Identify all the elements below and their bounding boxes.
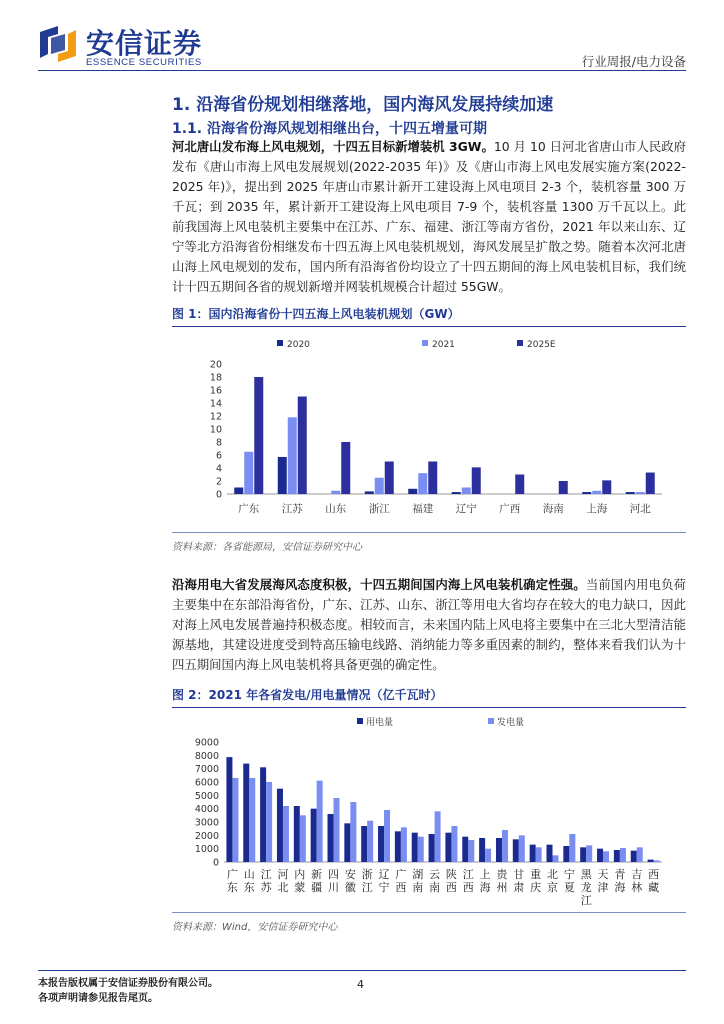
x-tick-label-江苏: 江苏 <box>281 503 303 515</box>
x-tick-label-宁夏: 宁夏 <box>563 868 575 894</box>
bar-发电量-西藏 <box>654 860 660 862</box>
x-tick-label-河北: 河北 <box>277 868 289 894</box>
bar-发电量-内蒙 <box>300 815 306 862</box>
y-tick-label: 4000 <box>194 804 219 816</box>
bar-2025E-福建 <box>428 462 437 495</box>
bar-2020-福建 <box>408 489 417 494</box>
x-tick-label-河北: 河北 <box>629 503 651 515</box>
brand-logo-icon <box>38 24 78 64</box>
x-tick-label-湖南: 湖南 <box>412 868 424 894</box>
bar-用电量-山东 <box>243 764 249 862</box>
x-tick-label-浙江: 浙江 <box>361 868 373 894</box>
bar-2025E-上海 <box>602 480 611 494</box>
bar-发电量-江西 <box>468 840 474 862</box>
header-divider <box>38 70 686 71</box>
bar-用电量-重庆 <box>530 845 536 862</box>
legend-swatch-2021 <box>422 340 428 346</box>
y-tick-label: 5000 <box>194 790 219 802</box>
y-tick-label: 6 <box>215 450 222 462</box>
x-tick-label-四川: 四川 <box>328 868 339 894</box>
bar-2021-浙江 <box>375 478 384 494</box>
bar-2021-广东 <box>244 452 253 494</box>
y-tick-label: 0 <box>212 857 219 869</box>
bar-用电量-上海 <box>479 838 485 862</box>
bar-用电量-新疆 <box>311 809 317 862</box>
x-tick-label-江西: 江西 <box>462 868 474 894</box>
x-tick-label-新疆: 新疆 <box>311 868 323 894</box>
bar-发电量-北京 <box>553 855 559 862</box>
figure-2-source: 资料来源：Wind，安信证券研究中心 <box>172 912 686 933</box>
bar-发电量-青海 <box>620 848 626 862</box>
paragraph-1-body: 10 月 10 日河北省唐山市人民政府发布《唐山市海上风电发展规划(2022-2035 年)》及《唐山市海上风电发展实施方案(2022-2025 年)》，提出到 2025 年唐山市累计新开工建设海上风电项目 2-3 个，装机容量 300 万千瓦；到 2035 年，累计新开工建设海上风电项目 7-9 个，装机容量 1300 万千瓦以上。此前我国海上风电装机主要集中在江苏、广东、福建、浙江等南方省份，2021 年以来山东、辽宁等北方沿海省份相继发布十四五海上风电装机规划，海风发展呈扩散之势。随着本次河北唐山海上风电规划的发布，国内所有沿海省份均设立了十四五期间的海上风电装机目标，我们统计十四五期间各省的规划新增并网装机规模合计超过 55GW。 <box>172 139 686 294</box>
x-tick-label-天津: 天津 <box>597 868 609 894</box>
bar-用电量-河北 <box>277 789 283 862</box>
report-type: 行业周报/电力设备 <box>581 54 686 69</box>
bar-2020-辽宁 <box>452 492 461 494</box>
bar-发电量-辽宁 <box>384 810 390 862</box>
bar-2025E-辽宁 <box>472 467 481 494</box>
x-tick-label-北京: 北京 <box>547 868 558 894</box>
bar-2021-河北 <box>636 492 645 494</box>
bar-用电量-天津 <box>597 849 603 862</box>
bar-2025E-浙江 <box>385 462 394 495</box>
bar-用电量-江苏 <box>260 767 266 862</box>
bar-用电量-宁夏 <box>563 846 569 862</box>
bar-2025E-江苏 <box>298 397 307 495</box>
section-heading: 1. 沿海省份规划相继落地，国内海风发展持续加速 <box>172 95 554 115</box>
paragraph-1-lead: 河北唐山发布海上风电规划，十四五目标新增装机 3GW。 <box>172 139 494 154</box>
bar-发电量-黑龙江 <box>586 845 592 862</box>
bar-发电量-云南 <box>435 811 441 862</box>
bar-发电量-安徽 <box>350 802 356 862</box>
paragraph-2-body: 当前国内用电负荷主要集中在东部沿海省份，广东、江苏、山东、浙江等用电大省均存在较大的电力缺口，因此对海上风电发展普遍持积极态度。相较而言，未来国内陆上风电将主要集中在三北大型清洁能源基地，其建设进度受到特高压输电线路、消纳能力等多重因素的制约，整体来看我们认为十四五期间国内海上风电装机将具备更强的确定性。 <box>172 577 687 672</box>
y-tick-label: 20 <box>209 359 222 371</box>
bar-发电量-四川 <box>334 798 340 862</box>
bar-发电量-湖南 <box>418 837 424 862</box>
y-tick-label: 1000 <box>194 844 219 856</box>
legend-swatch-用电量 <box>357 718 363 724</box>
bar-用电量-甘肃 <box>513 839 519 862</box>
bar-发电量-甘肃 <box>519 835 525 862</box>
legend-swatch-发电量 <box>488 718 494 724</box>
y-tick-label: 4 <box>215 463 222 475</box>
footer-divider <box>38 970 686 971</box>
bar-2025E-山东 <box>341 442 350 494</box>
brand-name-en: ESSENCE SECURITIES <box>86 57 202 68</box>
bar-2020-江苏 <box>278 457 287 494</box>
paragraph-2 <box>172 575 686 675</box>
bar-用电量-广东 <box>226 757 232 862</box>
x-tick-label-海南: 海南 <box>542 503 564 515</box>
legend-label-2025E: 2025E <box>527 340 556 350</box>
legend-swatch-2020 <box>277 340 283 346</box>
x-tick-label-西藏: 西藏 <box>648 868 660 894</box>
bar-发电量-河北 <box>283 806 289 862</box>
bar-用电量-辽宁 <box>378 826 384 862</box>
y-tick-label: 2 <box>215 476 222 488</box>
x-tick-label-上海: 上海 <box>586 503 608 515</box>
bar-用电量-吉林 <box>631 851 637 862</box>
figure-2-chart <box>172 708 686 908</box>
bar-2021-上海 <box>592 491 601 494</box>
x-tick-label-重庆: 重庆 <box>530 868 542 894</box>
bar-用电量-内蒙 <box>294 806 300 862</box>
bar-发电量-宁夏 <box>569 834 575 862</box>
x-tick-label-福建: 福建 <box>412 503 434 515</box>
bar-用电量-湖南 <box>412 833 418 862</box>
bar-2025E-海南 <box>559 481 568 494</box>
bar-用电量-黑龙江 <box>580 847 586 862</box>
legend-label-发电量: 发电量 <box>497 718 525 728</box>
bar-发电量-江苏 <box>266 782 272 862</box>
bar-发电量-贵州 <box>502 830 508 862</box>
x-tick-label-贵州: 贵州 <box>496 868 508 894</box>
legend-label-用电量: 用电量 <box>366 718 394 728</box>
bar-2020-广东 <box>234 488 243 495</box>
y-tick-label: 10 <box>209 424 222 436</box>
paragraph-1 <box>172 137 686 297</box>
footer-statement-note: 各项声明请参见报告尾页。 <box>38 993 158 1004</box>
y-tick-label: 16 <box>209 385 222 397</box>
y-tick-label: 6000 <box>194 777 219 789</box>
bar-发电量-山东 <box>249 778 255 862</box>
bar-用电量-云南 <box>429 834 435 862</box>
x-tick-label-陕西: 陕西 <box>445 868 457 894</box>
x-tick-label-黑龙江: 黑龙江 <box>580 868 592 907</box>
bar-发电量-陕西 <box>451 826 457 862</box>
x-tick-label-甘肃: 甘肃 <box>513 868 525 894</box>
y-tick-label: 12 <box>209 411 222 423</box>
bar-用电量-安徽 <box>344 823 350 862</box>
y-tick-label: 8 <box>215 437 222 449</box>
subsection-heading: 1.1. 沿海省份海风规划相继出台，十四五增量可期 <box>172 121 487 137</box>
x-tick-label-广西: 广西 <box>395 868 407 894</box>
bar-用电量-西藏 <box>648 860 654 862</box>
bar-2025E-广东 <box>254 377 263 494</box>
bar-发电量-重庆 <box>536 847 542 862</box>
x-tick-label-广东: 广东 <box>238 503 260 515</box>
legend-swatch-2025E <box>517 340 523 346</box>
bar-2021-山东 <box>331 491 340 494</box>
x-tick-label-广西: 广西 <box>499 503 521 515</box>
bar-用电量-广西 <box>395 831 401 862</box>
bar-用电量-北京 <box>547 845 553 862</box>
bar-2021-辽宁 <box>462 488 471 495</box>
bar-用电量-四川 <box>328 814 334 862</box>
bar-发电量-吉林 <box>637 847 643 862</box>
x-tick-label-山东: 山东 <box>243 868 255 894</box>
x-tick-label-吉林: 吉林 <box>631 868 643 894</box>
paragraph-2-lead: 沿海用电大省发展海风态度积极，十四五期间国内海上风电装机确定性强。 <box>172 577 586 592</box>
footer-disclaimer <box>38 976 218 1006</box>
footer-copyright: 本报告版权属于安信证券股份有限公司。 <box>38 978 218 989</box>
bar-2020-上海 <box>582 492 591 494</box>
bar-发电量-天津 <box>603 851 609 862</box>
y-tick-label: 2000 <box>194 830 219 842</box>
y-tick-label: 9000 <box>194 737 219 749</box>
bar-2020-浙江 <box>365 491 374 494</box>
brand-name-cn: 安信证券 <box>86 27 203 60</box>
bar-2025E-河北 <box>646 473 655 494</box>
y-tick-label: 14 <box>209 398 222 410</box>
x-tick-label-云南: 云南 <box>429 868 441 894</box>
x-tick-label-上海: 上海 <box>479 868 491 894</box>
bar-发电量-浙江 <box>367 821 373 862</box>
x-tick-label-广东: 广东 <box>226 868 238 894</box>
x-tick-label-浙江: 浙江 <box>368 503 390 515</box>
figure-2-title: 图 2：2021 年各省发电/用电量情况（亿千瓦时） <box>172 686 686 708</box>
bar-用电量-贵州 <box>496 838 502 862</box>
y-tick-label: 18 <box>209 372 222 384</box>
bar-用电量-江西 <box>462 837 468 862</box>
bar-用电量-青海 <box>614 850 620 862</box>
x-tick-label-江苏: 江苏 <box>260 868 272 894</box>
x-tick-label-辽宁: 辽宁 <box>378 868 390 894</box>
bar-2020-河北 <box>626 492 635 494</box>
x-tick-label-青海: 青海 <box>614 868 626 894</box>
y-tick-label: 8000 <box>194 750 219 762</box>
bar-发电量-广东 <box>232 778 238 862</box>
figure-1-source: 资料来源：各省能源局，安信证券研究中心 <box>172 532 686 553</box>
bar-2021-江苏 <box>288 417 297 494</box>
bar-发电量-上海 <box>485 849 491 862</box>
x-tick-label-山东: 山东 <box>325 503 347 515</box>
y-tick-label: 0 <box>215 489 222 501</box>
x-tick-label-安徽: 安徽 <box>344 868 356 894</box>
legend-label-2021: 2021 <box>432 340 455 350</box>
y-tick-label: 7000 <box>194 764 219 776</box>
y-tick-label: 3000 <box>194 817 219 829</box>
bar-2021-福建 <box>418 473 427 494</box>
bar-2025E-广西 <box>515 475 524 495</box>
x-tick-label-内蒙: 内蒙 <box>294 868 306 894</box>
bar-发电量-广西 <box>401 827 407 862</box>
page-number: 4 <box>357 978 364 991</box>
x-tick-label-辽宁: 辽宁 <box>455 503 477 515</box>
figure-1-title: 图 1：国内沿海省份十四五海上风电装机规划（GW） <box>172 305 686 327</box>
figure-1-chart <box>172 330 686 528</box>
legend-label-2020: 2020 <box>287 340 310 350</box>
bar-用电量-陕西 <box>445 833 451 862</box>
bar-发电量-新疆 <box>317 781 323 862</box>
bar-用电量-浙江 <box>361 826 367 862</box>
